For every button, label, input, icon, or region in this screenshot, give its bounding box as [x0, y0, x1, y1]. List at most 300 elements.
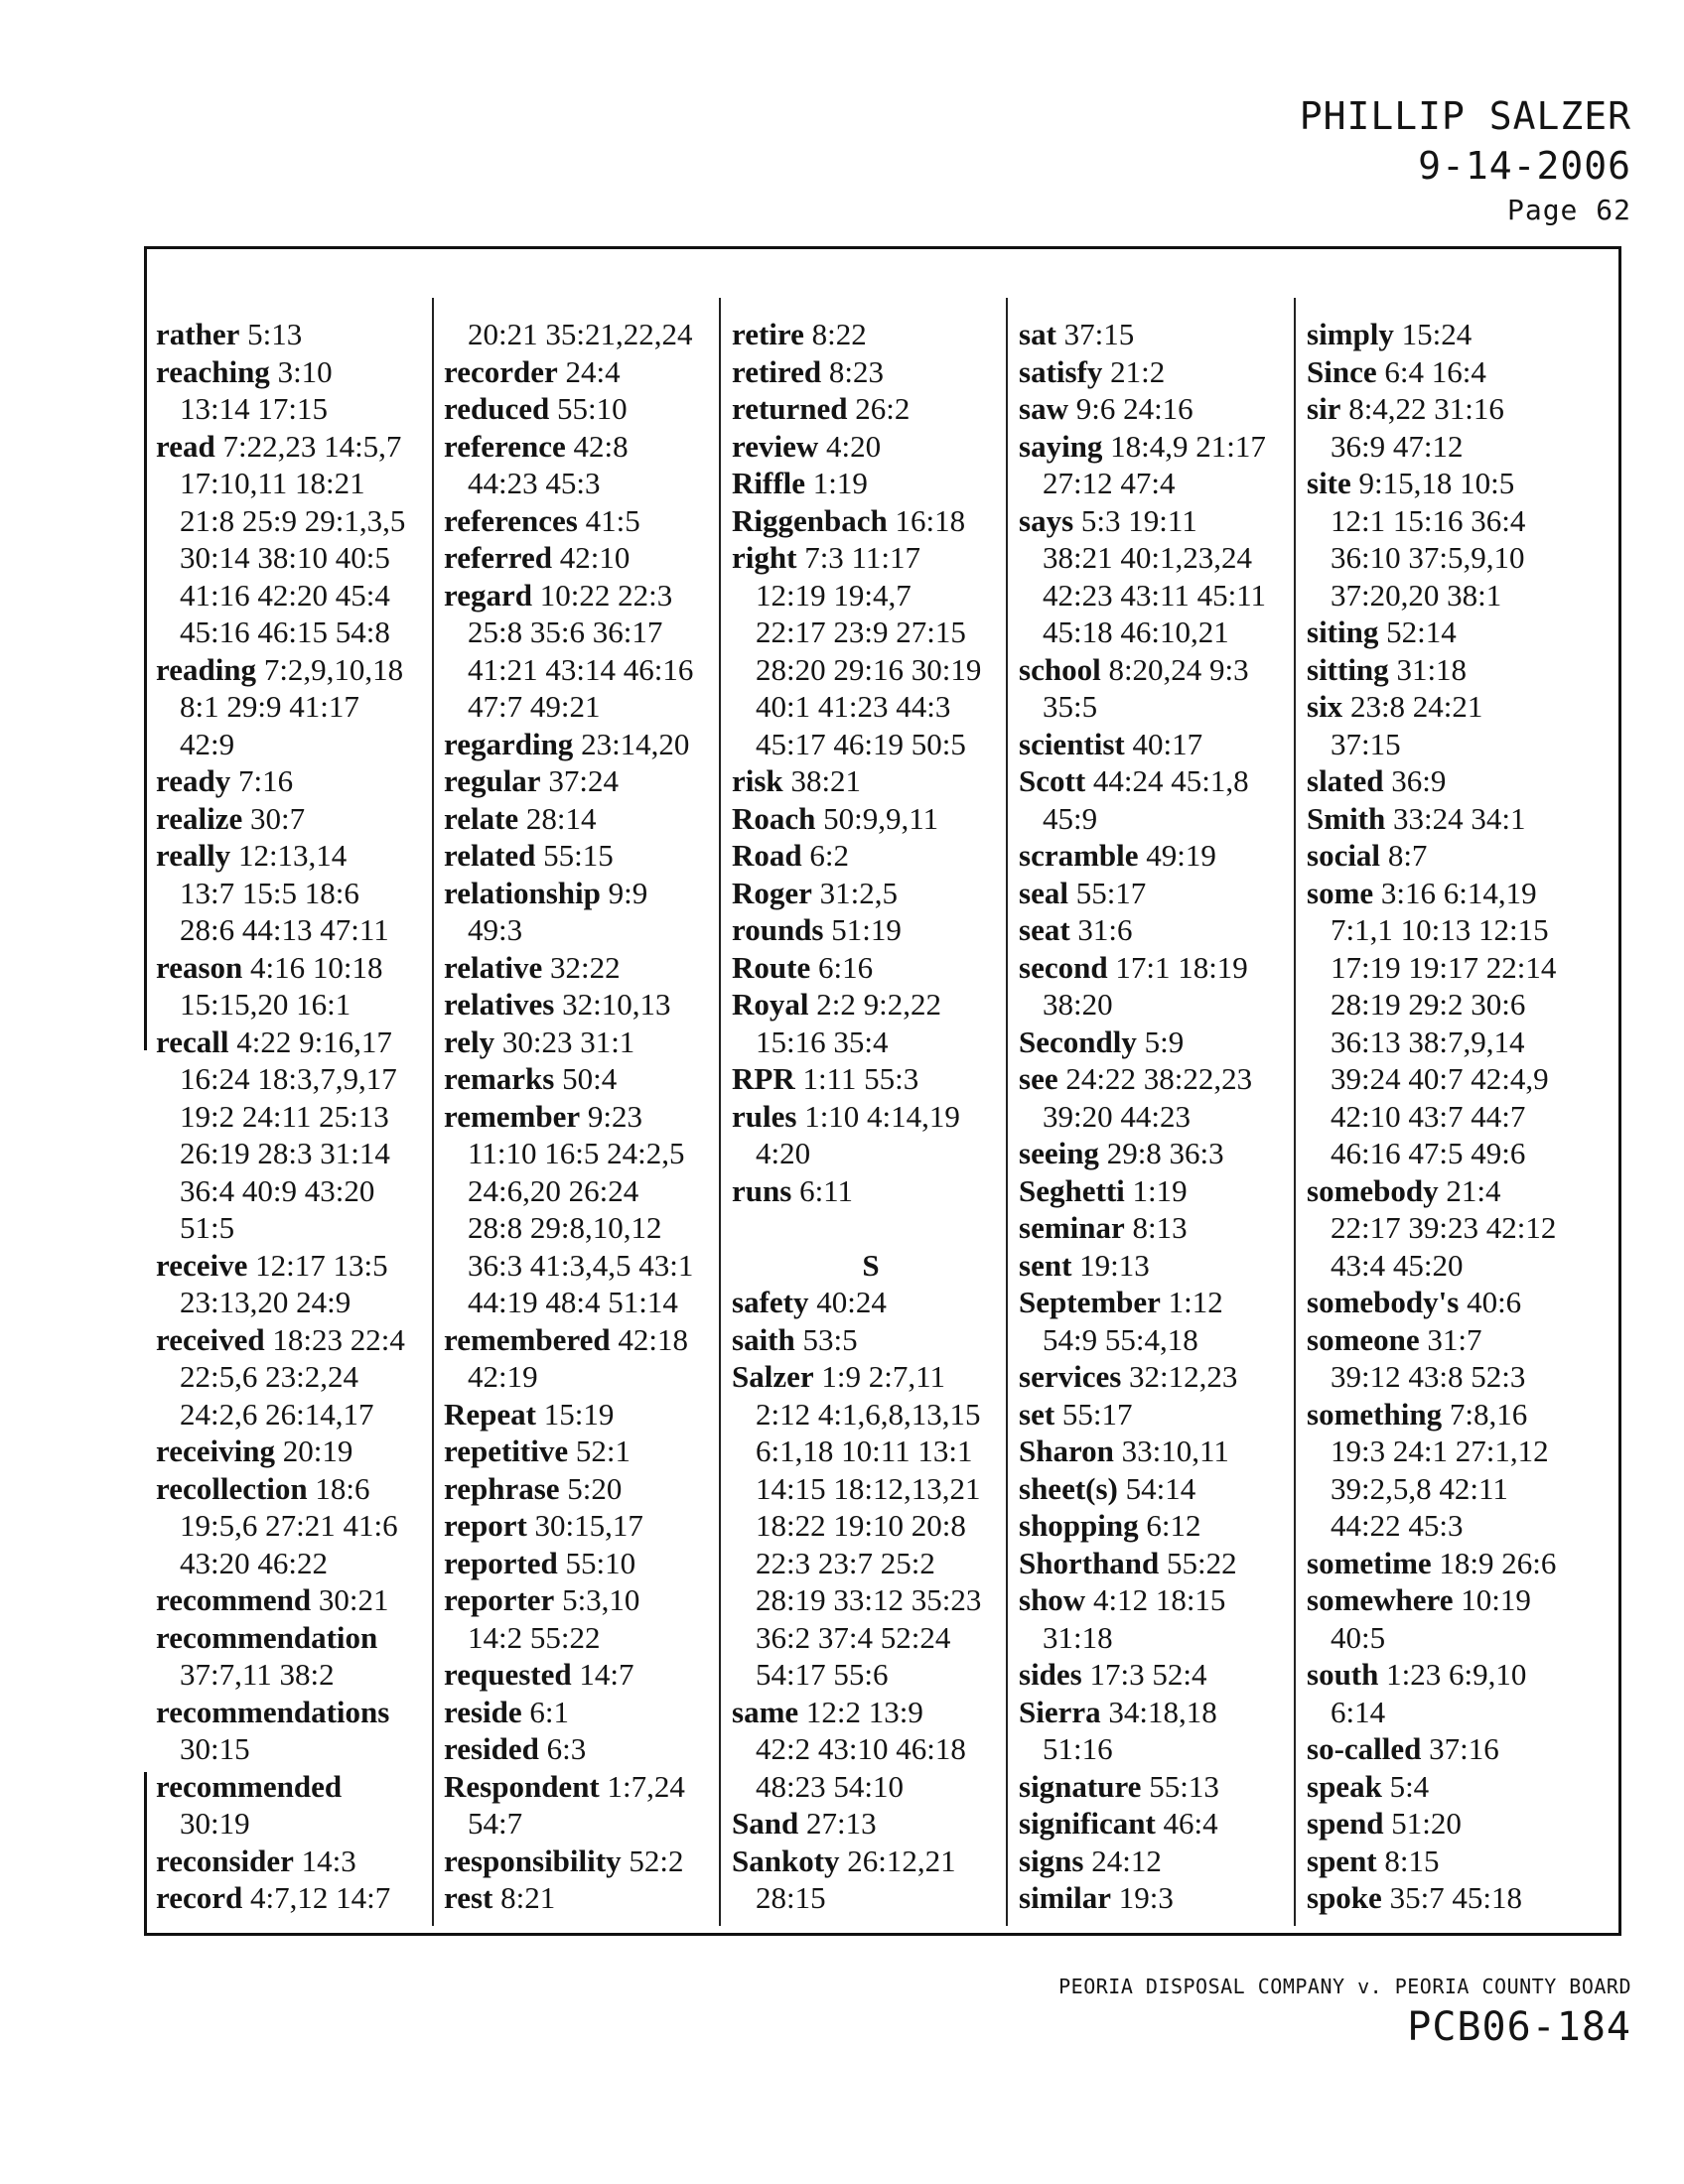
- page-line-references: 9:9: [608, 875, 648, 910]
- index-term: safety: [732, 1285, 809, 1319]
- blank-line: [732, 1209, 1020, 1247]
- index-term: rounds: [732, 912, 824, 947]
- index-entry: [444, 1098, 732, 1136]
- page-line-references: 15:15,20 16:1: [180, 987, 351, 1022]
- page-line-references: 28:19 29:2 30:6: [1331, 987, 1526, 1022]
- index-term: saith: [732, 1321, 795, 1357]
- index-term: rest: [444, 1880, 493, 1915]
- page-line-references: 15:16 35:4: [756, 1024, 889, 1059]
- page-line-references: 11:10 16:5 24:2,5: [468, 1136, 685, 1170]
- page-line-references: 39:20 44:23: [1043, 1098, 1191, 1134]
- page-line-references: 12:1 15:16 36:4: [1331, 502, 1526, 538]
- page-line-references: 39:24 40:7 42:4,9: [1331, 1061, 1549, 1096]
- index-entry: [1019, 1135, 1307, 1172]
- index-entry-continuation: [1019, 577, 1307, 614]
- index-entry-continuation: [1307, 911, 1595, 949]
- page-line-references: 40:17: [1132, 726, 1203, 761]
- index-entry: [444, 1396, 732, 1433]
- index-term: seat: [1019, 912, 1070, 947]
- page-line-references: 39:2,5,8 42:11: [1331, 1470, 1508, 1506]
- page-line-references: 52:1: [575, 1433, 631, 1468]
- index-entry-continuation: [1307, 1358, 1595, 1396]
- index-entry: [156, 1433, 444, 1470]
- page-line-references: 25:8 35:6 36:17: [468, 614, 663, 649]
- index-term: something: [1307, 1396, 1443, 1432]
- index-column-4: [1019, 316, 1307, 1917]
- page-line-references: 36:13 38:7,9,14: [1331, 1024, 1525, 1059]
- index-entry: [1019, 1470, 1307, 1508]
- page-line-references: 44:19 48:4 51:14: [468, 1285, 678, 1319]
- page-line-references: 5:3 19:11: [1080, 502, 1197, 538]
- index-entry-continuation: [1307, 539, 1595, 577]
- page-line-references: 17:1 18:19: [1115, 949, 1248, 985]
- page-line-references: 33:24 34:1: [1393, 800, 1526, 836]
- index-entry: [1307, 1396, 1595, 1433]
- index-term: Since: [1307, 353, 1377, 389]
- page-line-references: 55:17: [1061, 1396, 1133, 1432]
- index-term: references: [444, 502, 578, 538]
- page-line-references: 4:12 18:15: [1092, 1582, 1226, 1617]
- page-line-references: 18:6: [315, 1470, 370, 1506]
- page-line-references: 22:17 39:23 42:12: [1331, 1210, 1557, 1245]
- page-line-references: 31:18: [1396, 651, 1468, 687]
- page-line-references: 26:2: [855, 391, 911, 426]
- index-entry-continuation: [1307, 1060, 1595, 1098]
- page-line-references: 30:23 31:1: [501, 1024, 635, 1059]
- page-line-references: 42:8: [573, 428, 629, 464]
- page-line-references: 10:22 22:3: [539, 577, 673, 613]
- index-term: seeing: [1019, 1136, 1099, 1170]
- page-line-references: 42:23 43:11 45:11: [1043, 577, 1267, 613]
- index-entry: [156, 1879, 444, 1917]
- page-line-references: 3:10: [277, 353, 333, 389]
- index-term: remembered: [444, 1321, 611, 1357]
- index-entry-continuation: [732, 1619, 1020, 1657]
- page-line-references: 19:3 24:1 27:1,12: [1331, 1433, 1549, 1468]
- index-entry: [156, 1581, 444, 1619]
- index-entry-continuation: [444, 911, 732, 949]
- index-entry: [1307, 1545, 1595, 1582]
- page-line-references: 21:2: [1110, 353, 1166, 389]
- index-term: reporter: [444, 1582, 555, 1617]
- index-entry: [732, 1284, 1020, 1321]
- deposition-date: 9-14-2006: [1418, 144, 1631, 188]
- page-line-references: 28:14: [525, 800, 597, 836]
- index-term: spent: [1307, 1843, 1377, 1878]
- index-entry: [444, 1507, 732, 1545]
- index-entry-continuation: [732, 1396, 1020, 1433]
- case-caption: PEORIA DISPOSAL COMPANY v. PEORIA COUNTY BOARD: [1058, 1975, 1631, 1998]
- index-entry: [1307, 837, 1595, 875]
- page-line-references: 41:5: [585, 502, 640, 538]
- page-line-references: 42:10 43:7 44:7: [1331, 1098, 1526, 1134]
- index-term: relationship: [444, 875, 601, 910]
- page-line-references: 1:11 55:3: [802, 1061, 919, 1096]
- page-line-references: 31:2,5: [819, 875, 899, 910]
- page-line-references: 50:9,9,11: [823, 800, 939, 836]
- index-term: shopping: [1019, 1508, 1139, 1543]
- index-term: Shorthand: [1019, 1545, 1160, 1580]
- index-entry-continuation: [732, 1581, 1020, 1619]
- index-entry-continuation: [156, 1358, 444, 1396]
- index-entry: [732, 949, 1020, 987]
- page-line-references: 20:19: [282, 1433, 353, 1468]
- index-entry: [1019, 1358, 1307, 1396]
- page-footer: [1058, 1973, 1631, 2052]
- index-entry: [444, 800, 732, 838]
- index-term: remarks: [444, 1061, 555, 1096]
- index-entry: [156, 800, 444, 838]
- index-term: scientist: [1019, 726, 1125, 761]
- index-entry-continuation: [1019, 1730, 1307, 1768]
- index-entry-continuation: [156, 465, 444, 502]
- page-header: [1300, 91, 1631, 228]
- page-line-references: 8:4,22 31:16: [1348, 391, 1504, 426]
- index-term: reduced: [444, 391, 550, 426]
- index-entry: [444, 1581, 732, 1619]
- index-entry-continuation: [732, 651, 1020, 689]
- index-entry: [732, 502, 1020, 540]
- index-entry: [156, 949, 444, 987]
- index-entry: [1019, 1768, 1307, 1806]
- index-term: see: [1019, 1061, 1058, 1096]
- page-line-references: 46:16 47:5 49:6: [1331, 1136, 1526, 1170]
- index-term: reading: [156, 651, 257, 687]
- index-term: read: [156, 428, 215, 464]
- index-term: signature: [1019, 1768, 1142, 1804]
- index-term: services: [1019, 1359, 1122, 1394]
- index-entry: [444, 1545, 732, 1582]
- index-entry-continuation: [732, 1656, 1020, 1694]
- page-line-references: 33:10,11: [1121, 1433, 1229, 1468]
- index-entry: [732, 316, 1020, 353]
- index-entry: [1019, 1247, 1307, 1285]
- page-line-references: 16:24 18:3,7,9,17: [180, 1061, 397, 1096]
- page-line-references: 28:8 29:8,10,12: [468, 1210, 662, 1245]
- index-entry-continuation: [1307, 1209, 1595, 1247]
- index-entry: [1019, 911, 1307, 949]
- page-line-references: 8:15: [1384, 1843, 1440, 1878]
- index-entry: [732, 875, 1020, 912]
- index-entry: [732, 986, 1020, 1024]
- index-term: so-called: [1307, 1731, 1422, 1766]
- page-line-references: 14:7: [579, 1657, 634, 1692]
- page-line-references: 14:3: [301, 1843, 356, 1878]
- index-entry: [156, 353, 444, 391]
- index-entry-continuation: [156, 1507, 444, 1545]
- page-line-references: 38:21 40:1,23,24: [1043, 540, 1252, 575]
- index-term: seminar: [1019, 1210, 1125, 1245]
- page-line-references: 22:5,6 23:2,24: [180, 1359, 358, 1394]
- frame-left-rule-top: [144, 246, 147, 1050]
- page-line-references: 8:1 29:9 41:17: [180, 689, 359, 724]
- index-entry: [732, 1694, 1020, 1731]
- index-entry: [1019, 1209, 1307, 1247]
- index-entry: [732, 1843, 1020, 1880]
- page-line-references: 8:22: [811, 317, 867, 351]
- index-entry: [732, 1060, 1020, 1098]
- page-number: Page 62: [1506, 194, 1631, 226]
- index-term: reason: [156, 949, 243, 985]
- page-line-references: 36:2 37:4 52:24: [756, 1619, 951, 1655]
- index-entry: [1019, 875, 1307, 912]
- page-line-references: 30:21: [318, 1582, 389, 1617]
- index-entry: [1019, 1581, 1307, 1619]
- index-entry: [1019, 1024, 1307, 1061]
- index-entry: [1307, 1172, 1595, 1210]
- page-line-references: 30:14 38:10 40:5: [180, 540, 390, 575]
- index-term: Seghetti: [1019, 1172, 1125, 1208]
- index-entry-continuation: [1307, 1619, 1595, 1657]
- index-entry-continuation: [732, 577, 1020, 614]
- index-term: rules: [732, 1098, 797, 1134]
- index-entry: [1307, 1768, 1595, 1806]
- index-entry: [732, 1172, 1020, 1210]
- page-line-references: 5:20: [567, 1470, 623, 1506]
- index-entry-continuation: [156, 1396, 444, 1433]
- index-entry-continuation: [1019, 465, 1307, 502]
- index-entry-continuation: [1307, 1135, 1595, 1172]
- deponent-name: PHILLIP SALZER: [1299, 94, 1631, 138]
- page-line-references: 54:7: [468, 1806, 523, 1841]
- page-line-references: 30:7: [249, 800, 306, 836]
- index-entry-continuation: [156, 1060, 444, 1098]
- index-column-2: [444, 316, 732, 1917]
- index-entry: [732, 539, 1020, 577]
- page-line-references: 6:4 16:4: [1384, 353, 1486, 389]
- page-line-references: 1:9 2:7,11: [821, 1359, 945, 1394]
- page-line-references: 40:6: [1467, 1285, 1522, 1319]
- index-entry: [156, 1470, 444, 1508]
- index-entry-continuation: [1307, 1098, 1595, 1136]
- index-entry-continuation: [156, 726, 444, 763]
- index-entry-continuation: [444, 1247, 732, 1285]
- page-line-references: 13:7 15:5 18:6: [180, 875, 359, 910]
- page-line-references: 4:16 10:18: [250, 949, 383, 985]
- page-line-references: 55:10: [556, 391, 628, 426]
- page-line-references: 13:14 17:15: [180, 391, 328, 426]
- page-line-references: 28:6 44:13 47:11: [180, 912, 389, 947]
- page-line-references: 39:12 43:8 52:3: [1331, 1359, 1526, 1394]
- index-entry-continuation: [444, 316, 732, 353]
- index-entry: [1307, 316, 1595, 353]
- index-entry-continuation: [732, 688, 1020, 726]
- page-line-references: 24:12: [1091, 1843, 1162, 1878]
- index-term: Sharon: [1019, 1433, 1114, 1468]
- index-term: spoke: [1307, 1880, 1382, 1915]
- index-entry: [1019, 1879, 1307, 1917]
- index-term: significant: [1019, 1806, 1156, 1841]
- index-term: reaching: [156, 353, 270, 389]
- page-line-references: 49:19: [1146, 838, 1216, 873]
- page-line-references: 23:8 24:21: [1349, 689, 1483, 724]
- index-entry: [732, 837, 1020, 875]
- index-term: speak: [1307, 1768, 1382, 1804]
- index-entry-continuation: [732, 1545, 1020, 1582]
- index-entry: [1307, 651, 1595, 689]
- page-line-references: 43:20 46:22: [180, 1545, 328, 1580]
- index-entry: [444, 1470, 732, 1508]
- page-line-references: 24:6,20 26:24: [468, 1172, 639, 1208]
- page-line-references: 36:4 40:9 43:20: [180, 1172, 375, 1208]
- page-line-references: 42:18: [618, 1321, 688, 1357]
- index-column-3: [732, 316, 1020, 1917]
- index-entry: [444, 1321, 732, 1359]
- page-line-references: 8:21: [500, 1880, 556, 1915]
- index-entry: [156, 1768, 444, 1806]
- index-entry: [156, 651, 444, 689]
- page-line-references: 45:16 46:15 54:8: [180, 614, 390, 649]
- page-line-references: 23:14,20: [581, 726, 690, 761]
- index-entry: [732, 762, 1020, 800]
- page-line-references: 22:17 23:9 27:15: [756, 614, 966, 649]
- index-entry: [1307, 1321, 1595, 1359]
- index-term: received: [156, 1321, 265, 1357]
- index-entry-continuation: [156, 539, 444, 577]
- page-line-references: 28:19 33:12 35:23: [756, 1582, 982, 1617]
- page-line-references: 54:9 55:4,18: [1043, 1321, 1198, 1357]
- index-entry: [1019, 1843, 1307, 1880]
- page-line-references: 8:13: [1132, 1210, 1188, 1245]
- index-entry-continuation: [156, 1135, 444, 1172]
- page-line-references: 8:20,24 9:3: [1108, 651, 1249, 687]
- index-entry: [156, 428, 444, 466]
- index-term: somebody's: [1307, 1285, 1460, 1319]
- index-entry: [156, 1321, 444, 1359]
- index-term: regard: [444, 577, 532, 613]
- page-line-references: 6:2: [809, 838, 850, 873]
- page-line-references: 19:5,6 27:21 41:6: [180, 1508, 398, 1543]
- index-entry-continuation: [1019, 688, 1307, 726]
- index-entry-continuation: [732, 1879, 1020, 1917]
- index-term: retire: [732, 317, 804, 351]
- index-term: sitting: [1307, 651, 1389, 687]
- page-line-references: 54:14: [1125, 1470, 1196, 1506]
- index-entry-continuation: [1307, 1433, 1595, 1470]
- page-line-references: 12:17 13:5: [255, 1247, 388, 1283]
- index-term: recollection: [156, 1470, 308, 1506]
- index-entry: [156, 1619, 444, 1657]
- index-term: school: [1019, 651, 1101, 687]
- index-entry: [732, 1358, 1020, 1396]
- index-entry: [444, 1433, 732, 1470]
- page-line-references: 24:2,6 26:14,17: [180, 1396, 374, 1432]
- page-line-references: 16:18: [895, 502, 966, 538]
- index-entry: [444, 539, 732, 577]
- page-line-references: 48:23 54:10: [756, 1768, 904, 1804]
- index-entry-continuation: [732, 1768, 1020, 1806]
- page-line-references: 44:23 45:3: [468, 466, 601, 500]
- page-line-references: 38:20: [1043, 987, 1113, 1022]
- index-entry: [1307, 353, 1595, 391]
- page-line-references: 55:22: [1167, 1545, 1237, 1580]
- page-line-references: 5:13: [247, 317, 303, 351]
- page-line-references: 26:12,21: [847, 1843, 956, 1878]
- page-line-references: 15:19: [543, 1396, 615, 1432]
- page-line-references: 8:7: [1387, 838, 1428, 873]
- index-entry-continuation: [1307, 1507, 1595, 1545]
- index-entry: [444, 428, 732, 466]
- page-line-references: 9:15,18 10:5: [1358, 466, 1515, 500]
- index-term: somewhere: [1307, 1582, 1454, 1617]
- index-entry: [1019, 1545, 1307, 1582]
- index-term: recommendations: [156, 1694, 390, 1729]
- page-line-references: 31:7: [1427, 1321, 1482, 1357]
- index-entry-continuation: [1019, 1098, 1307, 1136]
- index-entry-continuation: [444, 1284, 732, 1321]
- index-entry: [732, 911, 1020, 949]
- page-line-references: 41:21 43:14 46:16: [468, 651, 694, 687]
- index-term: rephrase: [444, 1470, 560, 1506]
- page-line-references: 45:17 46:19 50:5: [756, 726, 966, 761]
- page-line-references: 55:13: [1149, 1768, 1219, 1804]
- index-term: someone: [1307, 1321, 1420, 1357]
- page-line-references: 22:3 23:7 25:2: [756, 1545, 935, 1580]
- index-entry: [156, 1024, 444, 1061]
- index-entry-continuation: [156, 875, 444, 912]
- page-line-references: 36:9 47:12: [1331, 428, 1464, 464]
- index-term: slated: [1307, 763, 1384, 798]
- index-entry-continuation: [1307, 1694, 1595, 1731]
- page-line-references: 40:24: [816, 1285, 887, 1319]
- index-term: Secondly: [1019, 1024, 1137, 1059]
- index-term: Respondent: [444, 1768, 600, 1804]
- index-entry: [444, 577, 732, 614]
- index-entry: [156, 1247, 444, 1285]
- index-term: relate: [444, 800, 519, 836]
- index-term: record: [156, 1880, 243, 1915]
- index-term: reference: [444, 428, 566, 464]
- case-number: PCB06-184: [1407, 2004, 1631, 2050]
- index-entry: [1307, 390, 1595, 428]
- index-entry-continuation: [156, 1172, 444, 1210]
- index-term: six: [1307, 689, 1343, 724]
- index-term: same: [732, 1694, 799, 1729]
- index-entry-continuation: [1307, 428, 1595, 466]
- page-line-references: 35:7 45:18: [1389, 1880, 1523, 1915]
- page-line-references: 19:3: [1118, 1880, 1174, 1915]
- page-line-references: 45:18 46:10,21: [1043, 614, 1229, 649]
- index-term: regarding: [444, 726, 574, 761]
- index-term: saw: [1019, 391, 1068, 426]
- index-entry: [444, 1694, 732, 1731]
- page-line-references: 38:21: [790, 763, 862, 798]
- index-term: Scott: [1019, 763, 1086, 798]
- index-term: saying: [1019, 428, 1103, 464]
- page-line-references: 49:3: [468, 912, 523, 947]
- index-entry-continuation: [444, 1619, 732, 1657]
- index-term: recommended: [156, 1768, 343, 1804]
- page-line-references: 37:15: [1063, 317, 1135, 351]
- index-entry-continuation: [444, 651, 732, 689]
- page-line-references: 7:2,9,10,18: [263, 651, 404, 687]
- page-line-references: 27:12 47:4: [1043, 466, 1176, 500]
- page-line-references: 37:15: [1331, 726, 1401, 761]
- index-term: similar: [1019, 1880, 1111, 1915]
- index-entry: [444, 1730, 732, 1768]
- index-entry-continuation: [732, 726, 1020, 763]
- index-entry: [1307, 1284, 1595, 1321]
- page-line-references: 2:12 4:1,6,8,13,15: [756, 1396, 981, 1432]
- page-line-references: 1:12: [1168, 1285, 1223, 1319]
- page-line-references: 32:22: [550, 949, 621, 985]
- index-entry: [444, 1879, 732, 1917]
- index-entry: [1019, 1694, 1307, 1731]
- index-entry: [1019, 316, 1307, 353]
- index-entry: [732, 390, 1020, 428]
- index-entry-continuation: [444, 1358, 732, 1396]
- index-term: review: [732, 428, 819, 464]
